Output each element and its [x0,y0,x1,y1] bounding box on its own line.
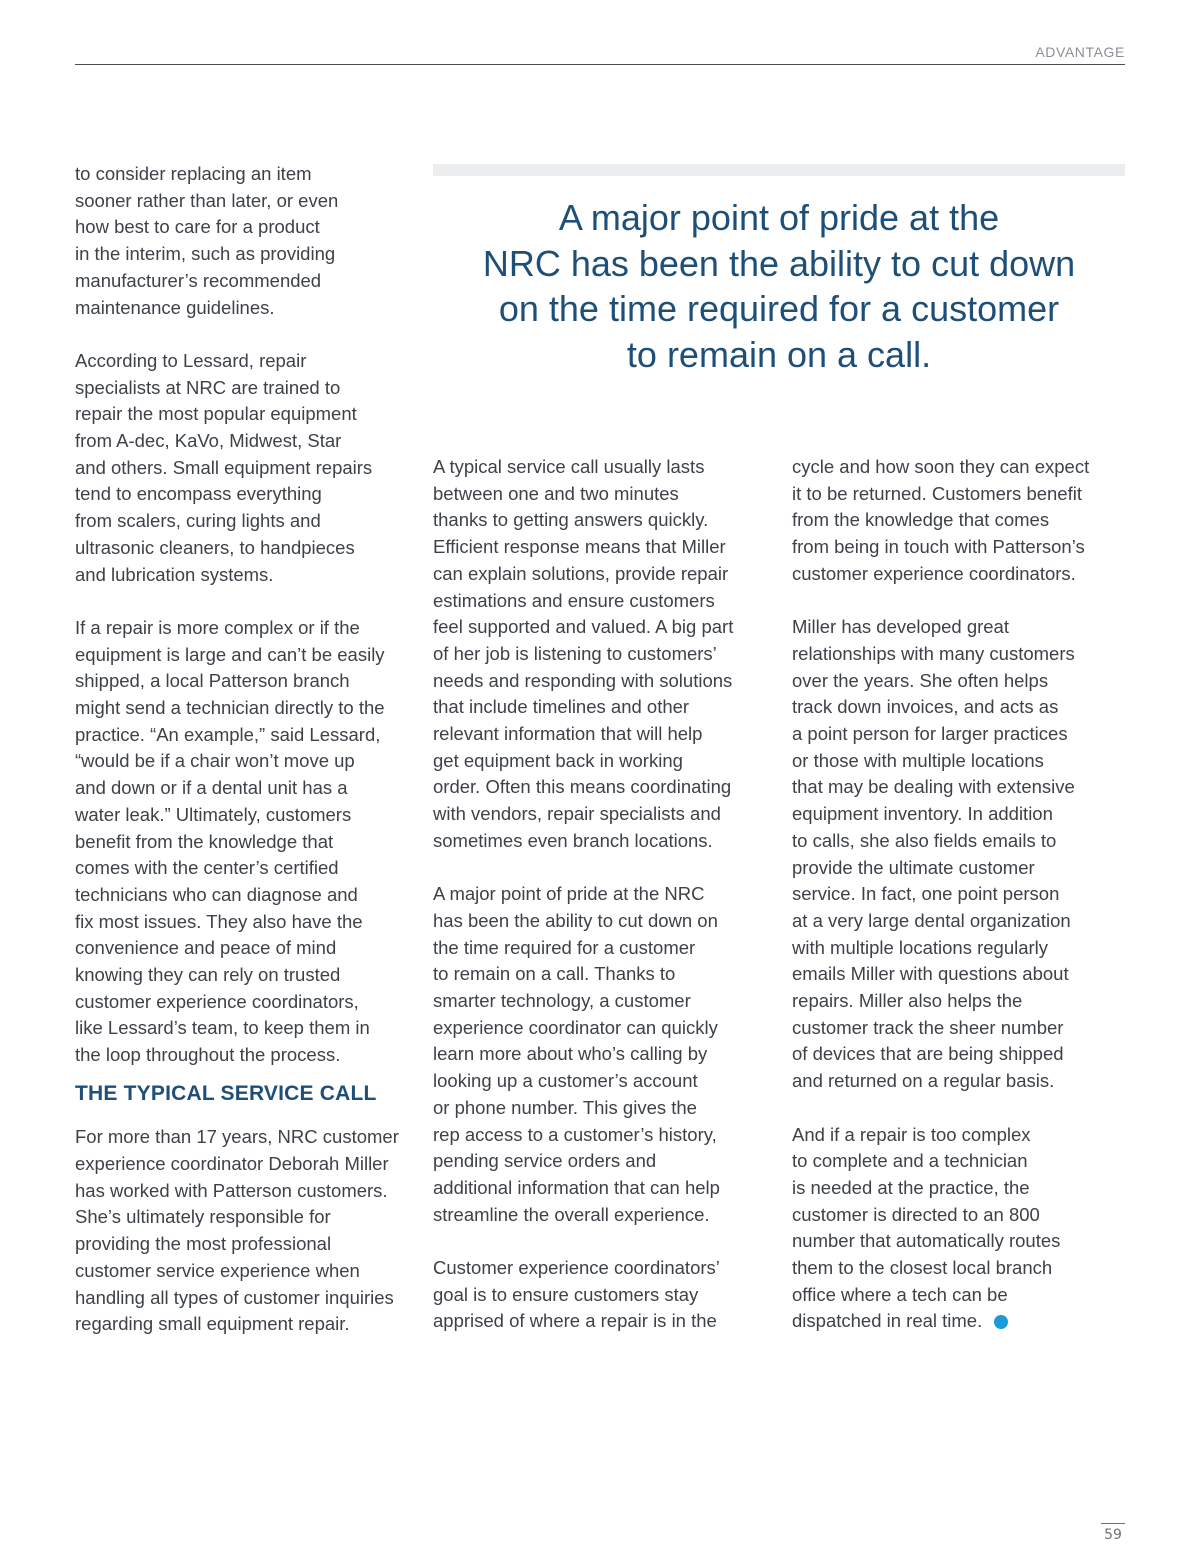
text-line: needs and responding with solutions [433,669,733,691]
text-line: Miller has developed great [792,616,1009,638]
text-line: how best to care for a product [75,216,320,238]
text-line: handling all types of customer inquiries [75,1286,394,1308]
text-line: She’s ultimately responsible for [75,1206,331,1228]
text-line: to consider replacing an item [75,163,312,184]
text-line: might send a technician directly to the [75,697,385,719]
paragraph-gap [433,855,773,882]
text-line: goal is to ensure customers stay [433,1283,699,1305]
text-line: at a very large dental organization [792,909,1071,931]
text-line: to remain on a call. Thanks to [433,963,676,985]
text-line: water leak.” Ultimately, customers [75,803,352,825]
text-line: them to the closest local branch [792,1257,1053,1279]
text-line: technicians who can diagnose and [75,883,358,905]
text-line: apprised of where a repair is in the [433,1310,717,1332]
text-line: between one and two minutes [433,482,679,504]
pull-quote [433,195,1125,377]
paragraph [433,454,773,855]
text-line: “would be if a chair won’t move up [75,750,355,772]
paragraph [75,615,415,1069]
pull-quote-line: to remain on a call. [626,333,932,375]
text-line: experience coordinator Deborah Miller [75,1153,389,1174]
text-line: of devices that are being shipped [792,1043,1064,1065]
text-line: over the years. She often helps [792,669,1049,691]
text-line: to complete and a technician [792,1150,1028,1172]
text-line: from scalers, curing lights and [75,510,321,532]
text-line: Customer experience coordinators’ [433,1257,720,1279]
text-line: sometimes even branch locations. [433,829,713,851]
text-line: and lubrication systems. [75,563,274,585]
text-line: equipment is large and can’t be easily [75,643,385,665]
text-line [792,1308,1132,1335]
text-line: benefit from the knowledge that [75,830,334,852]
header-rule [75,64,1125,65]
text-line: provide the ultimate customer [792,856,1035,878]
text-line: to calls, she also fields emails to [792,829,1057,851]
text-column-1 [75,161,415,1338]
text-line: customer experience coordinators. [792,562,1076,584]
paragraph-gap [75,588,415,615]
paragraph-gap [792,588,1132,615]
text-line: learn more about who’s calling by [433,1043,708,1065]
text-line: of her job is listening to customers’ [433,642,717,664]
text-line: a point person for larger practices [792,723,1068,745]
paragraph [792,1122,1132,1336]
text-column-2 [433,454,773,1335]
text-line: For more than 17 years, NRC customer [75,1126,399,1148]
text-line: ultrasonic cleaners, to handpieces [75,536,355,558]
paragraph [75,348,415,588]
paragraph-gap [433,1228,773,1255]
text-line: repairs. Miller also helps the [792,990,1023,1012]
text-line: manufacturer’s recommended [75,269,322,291]
text-line: And if a repair is too complex [792,1123,1031,1145]
paragraph-gap [792,1095,1132,1122]
text-line: convenience and peace of mind [75,937,337,959]
paragraph [433,1255,773,1335]
text-line: estimations and ensure customers [433,589,715,611]
text-line: in the interim, such as providing [75,243,336,265]
text-line-text: dispatched in real time. [792,1310,983,1332]
text-line: and others. Small equipment repairs [75,456,373,478]
text-line: service. In fact, one point person [792,883,1060,905]
text-line: track down invoices, and acts as [792,696,1059,718]
text-line: that may be dealing with extensive [792,776,1075,798]
text-line: has worked with Patterson customers. [75,1179,388,1201]
text-line: it to be returned. Customers benefit [792,482,1082,504]
text-line: customer is directed to an 800 [792,1203,1040,1225]
text-line: sooner rather than later, or even [75,189,339,211]
text-line: thanks to getting answers quickly. [433,509,709,531]
text-line: customer experience coordinators, [75,990,359,1012]
folio-rule [1101,1523,1125,1524]
text-line: According to Lessard, repair [75,349,307,371]
text-line: office where a tech can be [792,1283,1008,1305]
text-line: If a repair is more complex or if the [75,616,360,638]
pull-quote-line: NRC has been the ability to cut down [482,242,1076,284]
pull-quote-line: on the time required for a customer [498,288,1060,329]
text-line: that include timelines and other [433,696,690,718]
text-line: like Lessard’s team, to keep them in [75,1017,370,1039]
text-line: the loop throughout the process. [75,1044,341,1066]
page-number: 59 [1104,1527,1122,1543]
text-line: providing the most professional [75,1233,332,1255]
text-line: and returned on a regular basis. [792,1070,1055,1092]
text-line: the time required for a customer [433,936,696,958]
text-line: feel supported and valued. A big part [433,616,734,638]
text-line: from A-dec, KaVo, Midwest, Star [75,430,342,452]
text-line: rep access to a customer’s history, [433,1123,717,1145]
text-line: and down or if a dental unit has a [75,777,348,799]
text-line: looking up a customer’s account [433,1070,698,1092]
text-line: repair the most popular equipment [75,403,357,425]
text-line: customer track the sheer number [792,1016,1064,1038]
pull-quote-line: A major point of pride at the [558,197,1000,238]
text-line: smarter technology, a customer [433,990,691,1012]
text-line: emails Miller with questions about [792,963,1069,985]
text-line: cycle and how soon they can expect [792,456,1090,477]
text-line: experience coordinator can quickly [433,1016,718,1038]
text-line: fix most issues. They also have the [75,910,363,932]
paragraph [792,614,1132,1095]
text-line: maintenance guidelines. [75,296,275,318]
running-head: ADVANTAGE [1035,44,1125,60]
text-line: from being in touch with Patterson’s [792,536,1085,558]
text-line: or phone number. This gives the [433,1096,697,1118]
text-line: comes with the center’s certified [75,857,339,879]
paragraph [433,881,773,1228]
text-line: is needed at the practice, the [792,1176,1030,1198]
pull-quote-bar [433,164,1125,176]
text-line: with vendors, repair specialists and [433,803,721,825]
text-line: get equipment back in working [433,749,683,771]
paragraph-gap [75,321,415,348]
text-line: specialists at NRC are trained to [75,376,341,398]
text-line: relevant information that will help [433,723,703,745]
text-line: additional information that can help [433,1176,720,1198]
text-column-3 [792,454,1132,1335]
text-line: equipment inventory. In addition [792,803,1053,825]
text-line: A major point of pride at the NRC [433,883,705,905]
text-line: A typical service call usually lasts [433,456,705,477]
paragraph [75,1124,415,1338]
paragraph [75,161,415,321]
text-line: has been the ability to cut down on [433,909,718,931]
text-line: from the knowledge that comes [792,509,1050,531]
text-line: tend to encompass everything [75,483,322,505]
text-line: order. Often this means coordinating [433,776,732,798]
text-line: shipped, a local Patterson branch [75,670,350,692]
text-line: practice. “An example,” said Lessard, [75,723,381,745]
paragraph [792,454,1132,588]
text-line: with multiple locations regularly [792,936,1049,958]
text-line: number that automatically routes [792,1230,1061,1252]
text-line: streamline the overall experience. [433,1203,710,1225]
text-line: knowing they can rely on trusted [75,964,341,986]
text-line: customer service experience when [75,1259,360,1281]
text-line: pending service orders and [433,1150,657,1172]
text-line: Efficient response means that Miller [433,536,726,558]
text-line: relationships with many customers [792,642,1075,664]
end-mark-dot-icon [994,1315,1008,1329]
text-line: or those with multiple locations [792,749,1044,771]
text-line: regarding small equipment repair. [75,1313,350,1335]
section-subheading: THE TYPICAL SERVICE CALL [75,1081,377,1105]
text-line: can explain solutions, provide repair [433,562,729,584]
